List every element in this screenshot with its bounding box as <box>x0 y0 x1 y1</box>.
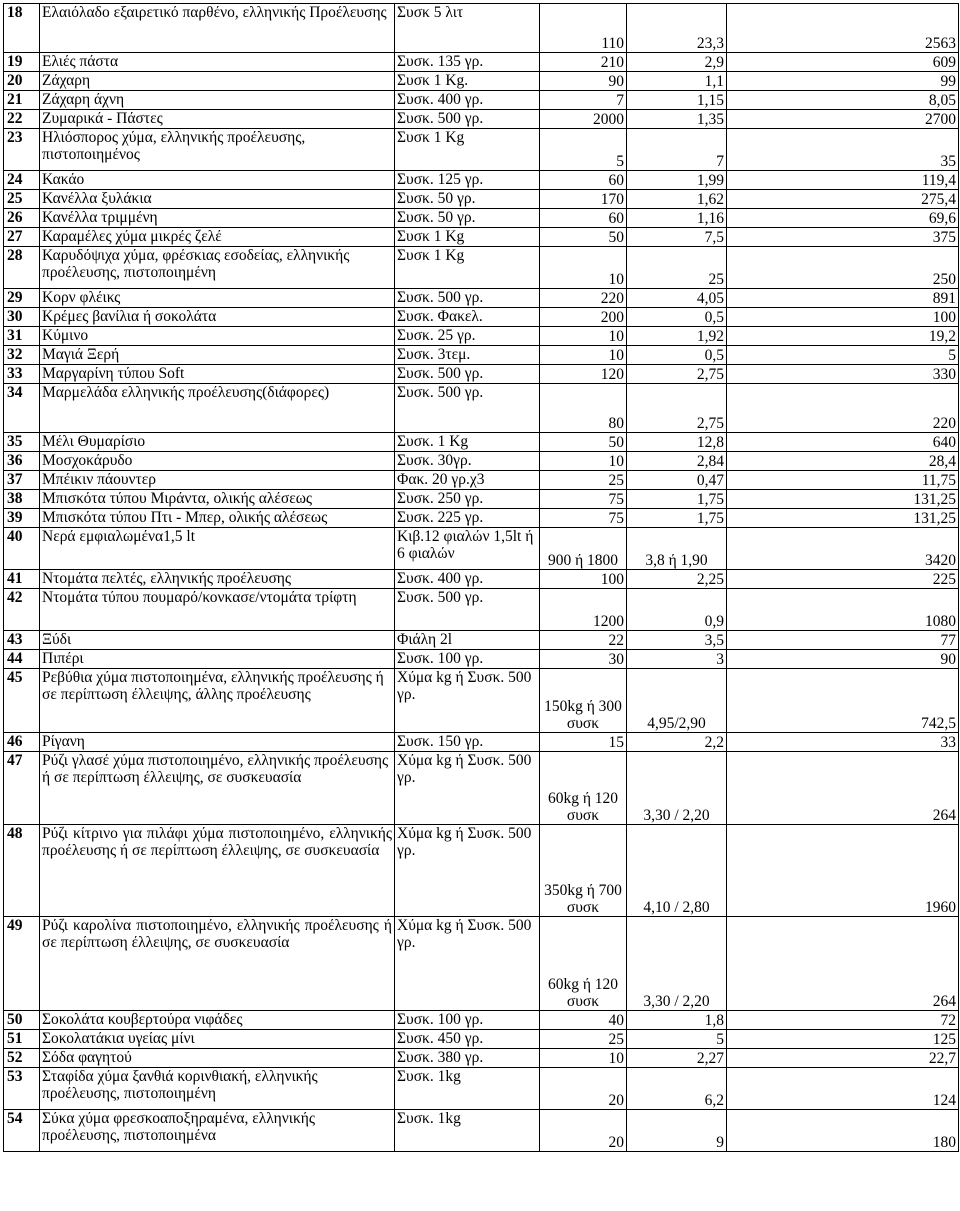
item-unit-price: 0,9 <box>627 589 727 631</box>
item-unit-price: 4,95/2,90 <box>627 669 727 733</box>
row-number: 19 <box>4 53 40 72</box>
item-total: 28,4 <box>727 452 959 471</box>
row-number: 20 <box>4 72 40 91</box>
item-packaging: Συσκ. 150 γρ. <box>395 733 540 752</box>
table-row <box>4 110 959 129</box>
table-row <box>4 825 959 917</box>
item-total: 264 <box>727 917 959 1011</box>
row-number: 35 <box>4 433 40 452</box>
table-row <box>4 190 959 209</box>
item-total: 891 <box>727 289 959 308</box>
item-total: 19,2 <box>727 327 959 346</box>
item-unit-price: 12,8 <box>627 433 727 452</box>
item-total: 180 <box>727 1110 959 1152</box>
row-number: 42 <box>4 589 40 631</box>
table-row <box>4 1068 959 1110</box>
row-number: 18 <box>4 4 40 53</box>
item-unit-price: 3,30 / 2,20 <box>627 752 727 825</box>
item-total: 124 <box>727 1068 959 1110</box>
item-description: Σοκολατάκια υγείας μίνι <box>40 1030 395 1049</box>
item-quantity: 60 <box>540 171 627 190</box>
item-unit-price: 1,8 <box>627 1011 727 1030</box>
table-row <box>4 91 959 110</box>
item-total: 375 <box>727 228 959 247</box>
item-quantity: 15 <box>540 733 627 752</box>
item-packaging: Συσκ. 500 γρ. <box>395 384 540 433</box>
item-total: 131,25 <box>727 509 959 528</box>
table-row <box>4 308 959 327</box>
row-number: 51 <box>4 1030 40 1049</box>
item-description: Ηλιόσπορος χύμα, ελληνικής προέλευσης, πιστοποιημένος <box>40 129 395 171</box>
item-quantity: 120 <box>540 365 627 384</box>
item-packaging: Συσκ. 500 γρ. <box>395 589 540 631</box>
item-unit-price: 2,84 <box>627 452 727 471</box>
item-quantity: 90 <box>540 72 627 91</box>
item-description: Σοκολάτα κουβερτούρα νιφάδες <box>40 1011 395 1030</box>
item-total: 131,25 <box>727 490 959 509</box>
table-row <box>4 471 959 490</box>
item-total: 11,75 <box>727 471 959 490</box>
item-total: 35 <box>727 129 959 171</box>
item-packaging: Συσκ. 50 γρ. <box>395 190 540 209</box>
item-quantity: 10 <box>540 452 627 471</box>
item-quantity: 220 <box>540 289 627 308</box>
item-unit-price: 0,5 <box>627 308 727 327</box>
item-packaging: Συσκ. 500 γρ. <box>395 365 540 384</box>
item-unit-price: 1,15 <box>627 91 727 110</box>
row-number: 32 <box>4 346 40 365</box>
item-packaging: Συσκ. 100 γρ. <box>395 1011 540 1030</box>
item-description: Κύμινο <box>40 327 395 346</box>
item-unit-price: 1,62 <box>627 190 727 209</box>
table-row <box>4 4 959 53</box>
item-unit-price: 4,10 / 2,80 <box>627 825 727 917</box>
item-unit-price: 7,5 <box>627 228 727 247</box>
row-number: 46 <box>4 733 40 752</box>
item-quantity: 50 <box>540 433 627 452</box>
item-unit-price: 23,3 <box>627 4 727 53</box>
item-total: 119,4 <box>727 171 959 190</box>
item-quantity: 10 <box>540 247 627 289</box>
row-number: 25 <box>4 190 40 209</box>
table-row <box>4 365 959 384</box>
item-unit-price: 2,25 <box>627 570 727 589</box>
item-description: Ρύζι γλασέ χύμα πιστοποιημένο, ελληνικής προέλευσης ή σε περίπτωση έλλειψης, σε συσκευασία <box>40 752 395 825</box>
item-packaging: Συσκ 1 Kg <box>395 228 540 247</box>
item-unit-price: 5 <box>627 1030 727 1049</box>
item-unit-price: 2,2 <box>627 733 727 752</box>
row-number: 30 <box>4 308 40 327</box>
item-quantity: 7 <box>540 91 627 110</box>
item-unit-price: 2,27 <box>627 1049 727 1068</box>
row-number: 22 <box>4 110 40 129</box>
item-total: 5 <box>727 346 959 365</box>
row-number: 50 <box>4 1011 40 1030</box>
item-total: 22,7 <box>727 1049 959 1068</box>
item-total: 77 <box>727 631 959 650</box>
item-description: Καραμέλες χύμα μικρές ζελέ <box>40 228 395 247</box>
table-row <box>4 650 959 669</box>
item-description: Σύκα χύμα φρεσκοαποξηραμένα, ελληνικής προέλευσης, πιστοποιημένα <box>40 1110 395 1152</box>
table-row <box>4 72 959 91</box>
item-total: 609 <box>727 53 959 72</box>
item-packaging: Συσκ 5 λιτ <box>395 4 540 53</box>
row-number: 41 <box>4 570 40 589</box>
item-quantity: 10 <box>540 327 627 346</box>
item-unit-price: 4,05 <box>627 289 727 308</box>
item-total: 2563 <box>727 4 959 53</box>
item-description: Κρέμες βανίλια ή σοκολάτα <box>40 308 395 327</box>
row-number: 44 <box>4 650 40 669</box>
item-packaging: Συσκ. 250 γρ. <box>395 490 540 509</box>
item-description: Ντομάτα τύπου πουμαρό/κονκασε/ντομάτα τρίφτη <box>40 589 395 631</box>
row-number: 52 <box>4 1049 40 1068</box>
item-unit-price: 3,5 <box>627 631 727 650</box>
row-number: 38 <box>4 490 40 509</box>
item-description: Μαρμελάδα ελληνικής προέλευσης(διάφορες) <box>40 384 395 433</box>
item-packaging: Χύμα kg ή Συσκ. 500 γρ. <box>395 669 540 733</box>
item-packaging: Συσκ. 400 γρ. <box>395 570 540 589</box>
item-description: Κανέλλα ξυλάκια <box>40 190 395 209</box>
item-packaging: Συσκ. 400 γρ. <box>395 91 540 110</box>
item-packaging: Χύμα kg ή Συσκ. 500 γρ. <box>395 917 540 1011</box>
item-total: 99 <box>727 72 959 91</box>
item-unit-price: 3,30 / 2,20 <box>627 917 727 1011</box>
item-total: 742,5 <box>727 669 959 733</box>
item-unit-price: 9 <box>627 1110 727 1152</box>
item-unit-price: 7 <box>627 129 727 171</box>
item-unit-price: 6,2 <box>627 1068 727 1110</box>
item-quantity: 75 <box>540 490 627 509</box>
table-row <box>4 752 959 825</box>
item-packaging: Συσκ 1 Kg <box>395 129 540 171</box>
item-packaging: Συσκ. 30γρ. <box>395 452 540 471</box>
item-description: Μπέικιν πάουντερ <box>40 471 395 490</box>
item-total: 125 <box>727 1030 959 1049</box>
item-packaging: Συσκ. 25 γρ. <box>395 327 540 346</box>
item-total: 1960 <box>727 825 959 917</box>
item-total: 33 <box>727 733 959 752</box>
row-number: 54 <box>4 1110 40 1152</box>
row-number: 24 <box>4 171 40 190</box>
item-total: 8,05 <box>727 91 959 110</box>
item-packaging: Συσκ. 380 γρ. <box>395 1049 540 1068</box>
item-total: 640 <box>727 433 959 452</box>
item-packaging: Συσκ. 100 γρ. <box>395 650 540 669</box>
item-packaging: Συσκ. 500 γρ. <box>395 289 540 308</box>
item-description: Ζάχαρη άχνη <box>40 91 395 110</box>
item-packaging: Συσκ. Φακελ. <box>395 308 540 327</box>
item-unit-price: 1,1 <box>627 72 727 91</box>
item-packaging: Χύμα kg ή Συσκ. 500 γρ. <box>395 825 540 917</box>
item-packaging: Συσκ. 125 γρ. <box>395 171 540 190</box>
table-row <box>4 669 959 733</box>
row-number: 53 <box>4 1068 40 1110</box>
item-quantity: 10 <box>540 1049 627 1068</box>
item-total: 225 <box>727 570 959 589</box>
item-quantity: 200 <box>540 308 627 327</box>
row-number: 45 <box>4 669 40 733</box>
item-total: 250 <box>727 247 959 289</box>
table-row <box>4 452 959 471</box>
item-total: 1080 <box>727 589 959 631</box>
item-packaging: Συσκ. 225 γρ. <box>395 509 540 528</box>
row-number: 36 <box>4 452 40 471</box>
item-packaging: Συσκ. 500 γρ. <box>395 110 540 129</box>
item-unit-price: 2,9 <box>627 53 727 72</box>
row-number: 33 <box>4 365 40 384</box>
table-row <box>4 327 959 346</box>
item-quantity: 20 <box>540 1068 627 1110</box>
item-description: Κανέλλα τριμμένη <box>40 209 395 228</box>
item-description: Ντομάτα πελτές, ελληνικής προέλευσης <box>40 570 395 589</box>
table-row <box>4 917 959 1011</box>
item-packaging: Συσκ. 450 γρ. <box>395 1030 540 1049</box>
item-unit-price: 1,99 <box>627 171 727 190</box>
row-number: 23 <box>4 129 40 171</box>
item-quantity: 22 <box>540 631 627 650</box>
item-description: Κακάο <box>40 171 395 190</box>
item-unit-price: 1,75 <box>627 490 727 509</box>
item-description: Σταφίδα χύμα ξανθιά κορινθιακή, ελληνικής προέλευσης, πιστοποιημένη <box>40 1068 395 1110</box>
item-quantity: 60kg ή 120 συσκ <box>540 917 627 1011</box>
item-unit-price: 0,47 <box>627 471 727 490</box>
item-unit-price: 1,35 <box>627 110 727 129</box>
table-row <box>4 53 959 72</box>
table-row <box>4 289 959 308</box>
item-total: 3420 <box>727 528 959 570</box>
item-unit-price: 3,8 ή 1,90 <box>627 528 727 570</box>
item-total: 220 <box>727 384 959 433</box>
item-description: Ζυμαρικά - Πάστες <box>40 110 395 129</box>
row-number: 43 <box>4 631 40 650</box>
table-row <box>4 1030 959 1049</box>
row-number: 26 <box>4 209 40 228</box>
row-number: 48 <box>4 825 40 917</box>
table-row <box>4 589 959 631</box>
item-quantity: 80 <box>540 384 627 433</box>
row-number: 49 <box>4 917 40 1011</box>
item-quantity: 1200 <box>540 589 627 631</box>
item-quantity: 20 <box>540 1110 627 1152</box>
item-description: Καρυδόψιχα χύμα, φρέσκιας εσοδείας, ελληνικής προέλευσης, πιστοποιημένη <box>40 247 395 289</box>
item-packaging: Φακ. 20 γρ.χ3 <box>395 471 540 490</box>
item-quantity: 75 <box>540 509 627 528</box>
item-quantity: 30 <box>540 650 627 669</box>
item-quantity: 60kg ή 120 συσκ <box>540 752 627 825</box>
table-row <box>4 528 959 570</box>
item-quantity: 40 <box>540 1011 627 1030</box>
item-description: Μπισκότα τύπου Πτι - Μπερ, ολικής αλέσεως <box>40 509 395 528</box>
item-quantity: 5 <box>540 129 627 171</box>
item-packaging: Φιάλη 2l <box>395 631 540 650</box>
row-number: 28 <box>4 247 40 289</box>
table-row <box>4 631 959 650</box>
item-quantity: 900 ή 1800 <box>540 528 627 570</box>
item-quantity: 60 <box>540 209 627 228</box>
table-row <box>4 490 959 509</box>
table-row <box>4 384 959 433</box>
item-description: Μπισκότα τύπου Μιράντα, ολικής αλέσεως <box>40 490 395 509</box>
table-row <box>4 129 959 171</box>
row-number: 31 <box>4 327 40 346</box>
row-number: 47 <box>4 752 40 825</box>
item-description: Ζάχαρη <box>40 72 395 91</box>
table-row <box>4 733 959 752</box>
item-description: Πιπέρι <box>40 650 395 669</box>
item-description: Κορν φλέικς <box>40 289 395 308</box>
row-number: 29 <box>4 289 40 308</box>
item-packaging: Συσκ. 135 γρ. <box>395 53 540 72</box>
price-table <box>3 3 959 1152</box>
item-unit-price: 2,75 <box>627 384 727 433</box>
item-description: Νερά εμφιαλωμένα1,5 lt <box>40 528 395 570</box>
item-quantity: 100 <box>540 570 627 589</box>
item-description: Μαγιά Ξερή <box>40 346 395 365</box>
item-description: Ρίγανη <box>40 733 395 752</box>
item-total: 264 <box>727 752 959 825</box>
row-number: 39 <box>4 509 40 528</box>
item-total: 275,4 <box>727 190 959 209</box>
item-unit-price: 25 <box>627 247 727 289</box>
item-quantity: 25 <box>540 471 627 490</box>
item-description: Μοσχοκάρυδο <box>40 452 395 471</box>
item-quantity: 350kg ή 700 συσκ <box>540 825 627 917</box>
item-packaging: Συσκ. 50 γρ. <box>395 209 540 228</box>
item-description: Ελαιόλαδο εξαιρετικό παρθένο, ελληνικής Προέλευσης <box>40 4 395 53</box>
item-total: 100 <box>727 308 959 327</box>
row-number: 34 <box>4 384 40 433</box>
price-table-body <box>4 4 959 1152</box>
item-description: Ξύδι <box>40 631 395 650</box>
item-unit-price: 1,92 <box>627 327 727 346</box>
item-total: 72 <box>727 1011 959 1030</box>
item-quantity: 150kg ή 300 συσκ <box>540 669 627 733</box>
table-row <box>4 247 959 289</box>
table-row <box>4 171 959 190</box>
item-packaging: Συσκ. 1kg <box>395 1068 540 1110</box>
item-quantity: 10 <box>540 346 627 365</box>
item-packaging: Συσκ. 1kg <box>395 1110 540 1152</box>
item-unit-price: 2,75 <box>627 365 727 384</box>
item-unit-price: 0,5 <box>627 346 727 365</box>
item-packaging: Συσκ 1 Κg. <box>395 72 540 91</box>
item-packaging: Συσκ. 3τεμ. <box>395 346 540 365</box>
item-description: Μέλι Θυμαρίσιο <box>40 433 395 452</box>
row-number: 21 <box>4 91 40 110</box>
item-description: Ρεβύθια χύμα πιστοποιημένα, ελληνικής προέλευσης ή σε περίπτωση έλλειψης, άλλης προέλευσης <box>40 669 395 733</box>
item-quantity: 170 <box>540 190 627 209</box>
table-row <box>4 1049 959 1068</box>
table-row <box>4 1011 959 1030</box>
item-description: Ρύζι κίτρινο για πιλάφι χύμα πιστοποιημένο, ελληνικής προέλευσης ή σε περίπτωση έλλειψης, σε συσκευασία <box>40 825 395 917</box>
row-number: 27 <box>4 228 40 247</box>
item-quantity: 2000 <box>540 110 627 129</box>
table-row <box>4 346 959 365</box>
item-packaging: Συσκ. 1 Κg <box>395 433 540 452</box>
item-unit-price: 3 <box>627 650 727 669</box>
item-quantity: 50 <box>540 228 627 247</box>
item-packaging: Κιβ.12 φιαλών 1,5lt ή 6 φιαλών <box>395 528 540 570</box>
table-row <box>4 509 959 528</box>
item-total: 330 <box>727 365 959 384</box>
item-quantity: 210 <box>540 53 627 72</box>
item-quantity: 110 <box>540 4 627 53</box>
item-packaging: Συσκ 1 Kg <box>395 247 540 289</box>
item-unit-price: 1,75 <box>627 509 727 528</box>
item-description: Ελιές πάστα <box>40 53 395 72</box>
item-description: Μαργαρίνη τύπου Soft <box>40 365 395 384</box>
table-row <box>4 209 959 228</box>
item-quantity: 25 <box>540 1030 627 1049</box>
item-unit-price: 1,16 <box>627 209 727 228</box>
item-packaging: Χύμα kg ή Συσκ. 500 γρ. <box>395 752 540 825</box>
row-number: 37 <box>4 471 40 490</box>
row-number: 40 <box>4 528 40 570</box>
table-row <box>4 570 959 589</box>
item-description: Σόδα φαγητού <box>40 1049 395 1068</box>
item-description: Ρύζι καρολίνα πιστοποιημένο, ελληνικής προέλευσης ή σε περίπτωση έλλειψης, σε συσκευασία <box>40 917 395 1011</box>
table-row <box>4 1110 959 1152</box>
item-total: 2700 <box>727 110 959 129</box>
table-row <box>4 228 959 247</box>
item-total: 90 <box>727 650 959 669</box>
item-total: 69,6 <box>727 209 959 228</box>
table-row <box>4 433 959 452</box>
